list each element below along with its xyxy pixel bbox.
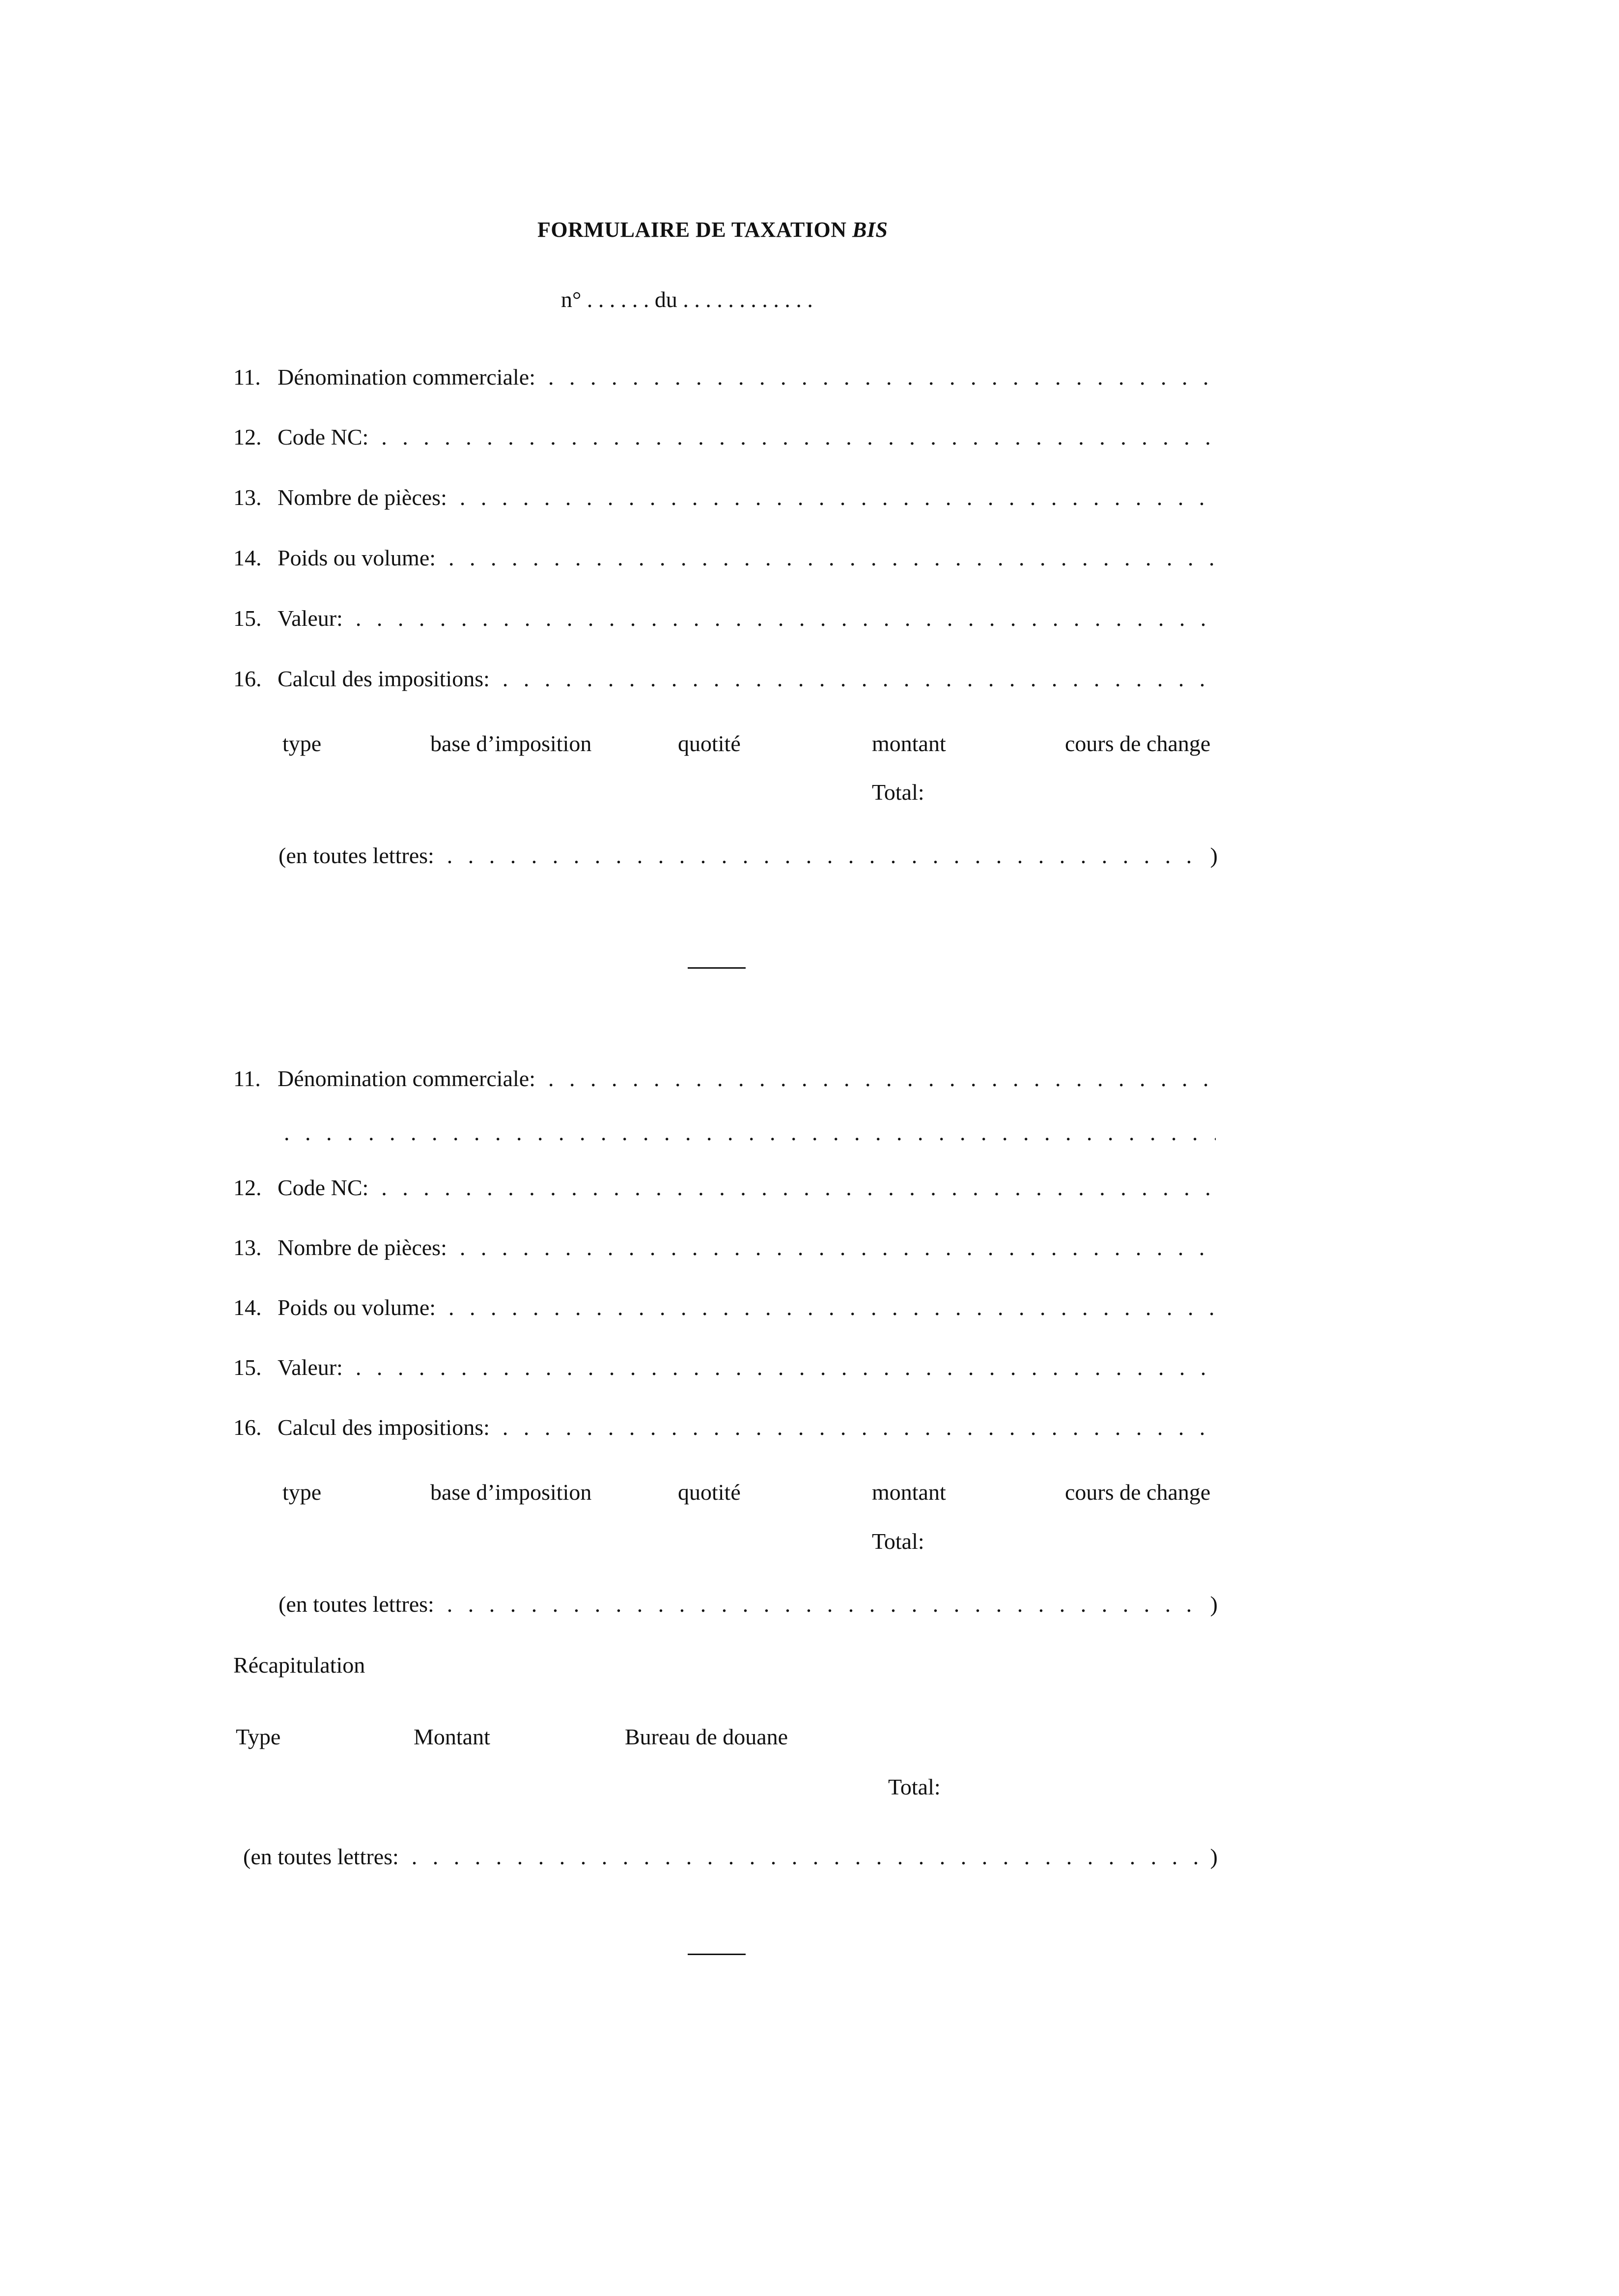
- dotted-fill[interactable]: [381, 423, 1216, 451]
- end-divider: [688, 1954, 746, 1955]
- recap-column-bureau: Bureau de douane: [625, 1724, 788, 1749]
- form-number-line: n° . . . . . . du . . . . . . . . . . . .: [561, 287, 813, 312]
- dotted-fill[interactable]: [548, 364, 1216, 391]
- field-label: Valeur:: [278, 606, 343, 631]
- dotted-fill[interactable]: [381, 1174, 1216, 1202]
- field-label: Nombre de pièces:: [278, 1235, 447, 1260]
- column-header-montant-1: montant: [872, 731, 946, 756]
- recap-column-montant: Montant: [414, 1724, 490, 1749]
- field-label: Dénomination commerciale:: [278, 364, 535, 390]
- field-label: Calcul des impositions:: [278, 1415, 490, 1440]
- amount-in-words-2[interactable]: [279, 1591, 1218, 1618]
- column-header-type-1: type: [282, 731, 322, 756]
- field-number: 16.: [233, 666, 262, 691]
- dotted-fill[interactable]: [356, 605, 1216, 632]
- form-title: [537, 216, 888, 244]
- words-close: ): [1210, 843, 1218, 868]
- field-poids-volume-2[interactable]: [233, 1294, 1216, 1321]
- field-nombre-pieces-1[interactable]: [233, 484, 1216, 511]
- recap-column-type: Type: [236, 1724, 281, 1749]
- words-label: (en toutes lettres:: [243, 1844, 399, 1869]
- dotted-fill[interactable]: [502, 1414, 1216, 1441]
- field-label: Code NC:: [278, 424, 369, 449]
- field-number: 12.: [233, 424, 262, 449]
- field-number: 16.: [233, 1415, 262, 1440]
- field-number: 15.: [233, 606, 262, 631]
- form-title-text: FORMULAIRE DE TAXATION: [537, 218, 847, 242]
- field-denomination-2[interactable]: [233, 1065, 1216, 1092]
- dotted-fill[interactable]: [460, 1234, 1216, 1261]
- field-code-nc-1[interactable]: [233, 423, 1216, 451]
- field-label: Valeur:: [278, 1355, 343, 1380]
- field-label: Calcul des impositions:: [278, 666, 490, 691]
- dotted-fill[interactable]: [356, 1354, 1216, 1381]
- field-denomination-continuation-2[interactable]: [284, 1119, 1216, 1147]
- total-label-1: Total:: [872, 780, 924, 805]
- dotted-fill[interactable]: [548, 1065, 1216, 1092]
- field-denomination-1[interactable]: [233, 364, 1216, 391]
- amount-in-words-1[interactable]: [279, 842, 1218, 869]
- dotted-fill[interactable]: [284, 1119, 1216, 1147]
- field-number: 11.: [233, 364, 261, 390]
- field-label: Poids ou volume:: [278, 1295, 436, 1320]
- field-calcul-impositions-1[interactable]: [233, 665, 1216, 693]
- field-label: Dénomination commerciale:: [278, 1066, 535, 1091]
- field-calcul-impositions-2[interactable]: [233, 1414, 1216, 1441]
- dotted-fill[interactable]: [412, 1843, 1208, 1871]
- field-number: 12.: [233, 1175, 262, 1200]
- field-number: 13.: [233, 1235, 262, 1260]
- column-header-cours-change-1: cours de change: [1065, 731, 1211, 756]
- recap-amount-in-words[interactable]: [243, 1843, 1218, 1871]
- form-title-italic: BIS: [852, 218, 888, 242]
- words-label: (en toutes lettres:: [279, 1592, 434, 1617]
- field-number: 13.: [233, 485, 262, 510]
- column-header-base-2: base d’imposition: [430, 1480, 592, 1505]
- field-number: 11.: [233, 1066, 261, 1091]
- field-valeur-2[interactable]: [233, 1354, 1216, 1381]
- recap-total-label: Total:: [888, 1774, 941, 1799]
- dotted-fill[interactable]: [447, 842, 1208, 869]
- column-header-cours-change-2: cours de change: [1065, 1480, 1211, 1505]
- field-number: 14.: [233, 1295, 262, 1320]
- field-poids-volume-1[interactable]: [233, 544, 1216, 572]
- column-header-base-1: base d’imposition: [430, 731, 592, 756]
- section-divider: [688, 967, 746, 969]
- dotted-fill[interactable]: [447, 1591, 1208, 1618]
- field-number: 14.: [233, 545, 262, 570]
- field-number: 15.: [233, 1355, 262, 1380]
- dotted-fill[interactable]: [448, 1294, 1216, 1321]
- field-valeur-1[interactable]: [233, 605, 1216, 632]
- column-header-type-2: type: [282, 1480, 322, 1505]
- dotted-fill[interactable]: [460, 484, 1216, 511]
- field-label: Code NC:: [278, 1175, 369, 1200]
- words-close: ): [1210, 1592, 1218, 1617]
- dotted-fill[interactable]: [448, 544, 1216, 572]
- words-label: (en toutes lettres:: [279, 843, 434, 868]
- column-header-quotite-1: quotité: [678, 731, 741, 756]
- field-code-nc-2[interactable]: [233, 1174, 1216, 1202]
- recap-heading: Récapitulation: [233, 1652, 365, 1678]
- field-nombre-pieces-2[interactable]: [233, 1234, 1216, 1261]
- words-close: ): [1210, 1844, 1218, 1869]
- field-label: Poids ou volume:: [278, 545, 436, 570]
- total-label-2: Total:: [872, 1529, 924, 1554]
- dotted-fill[interactable]: [502, 665, 1216, 693]
- column-header-quotite-2: quotité: [678, 1480, 741, 1505]
- column-header-montant-2: montant: [872, 1480, 946, 1505]
- field-label: Nombre de pièces:: [278, 485, 447, 510]
